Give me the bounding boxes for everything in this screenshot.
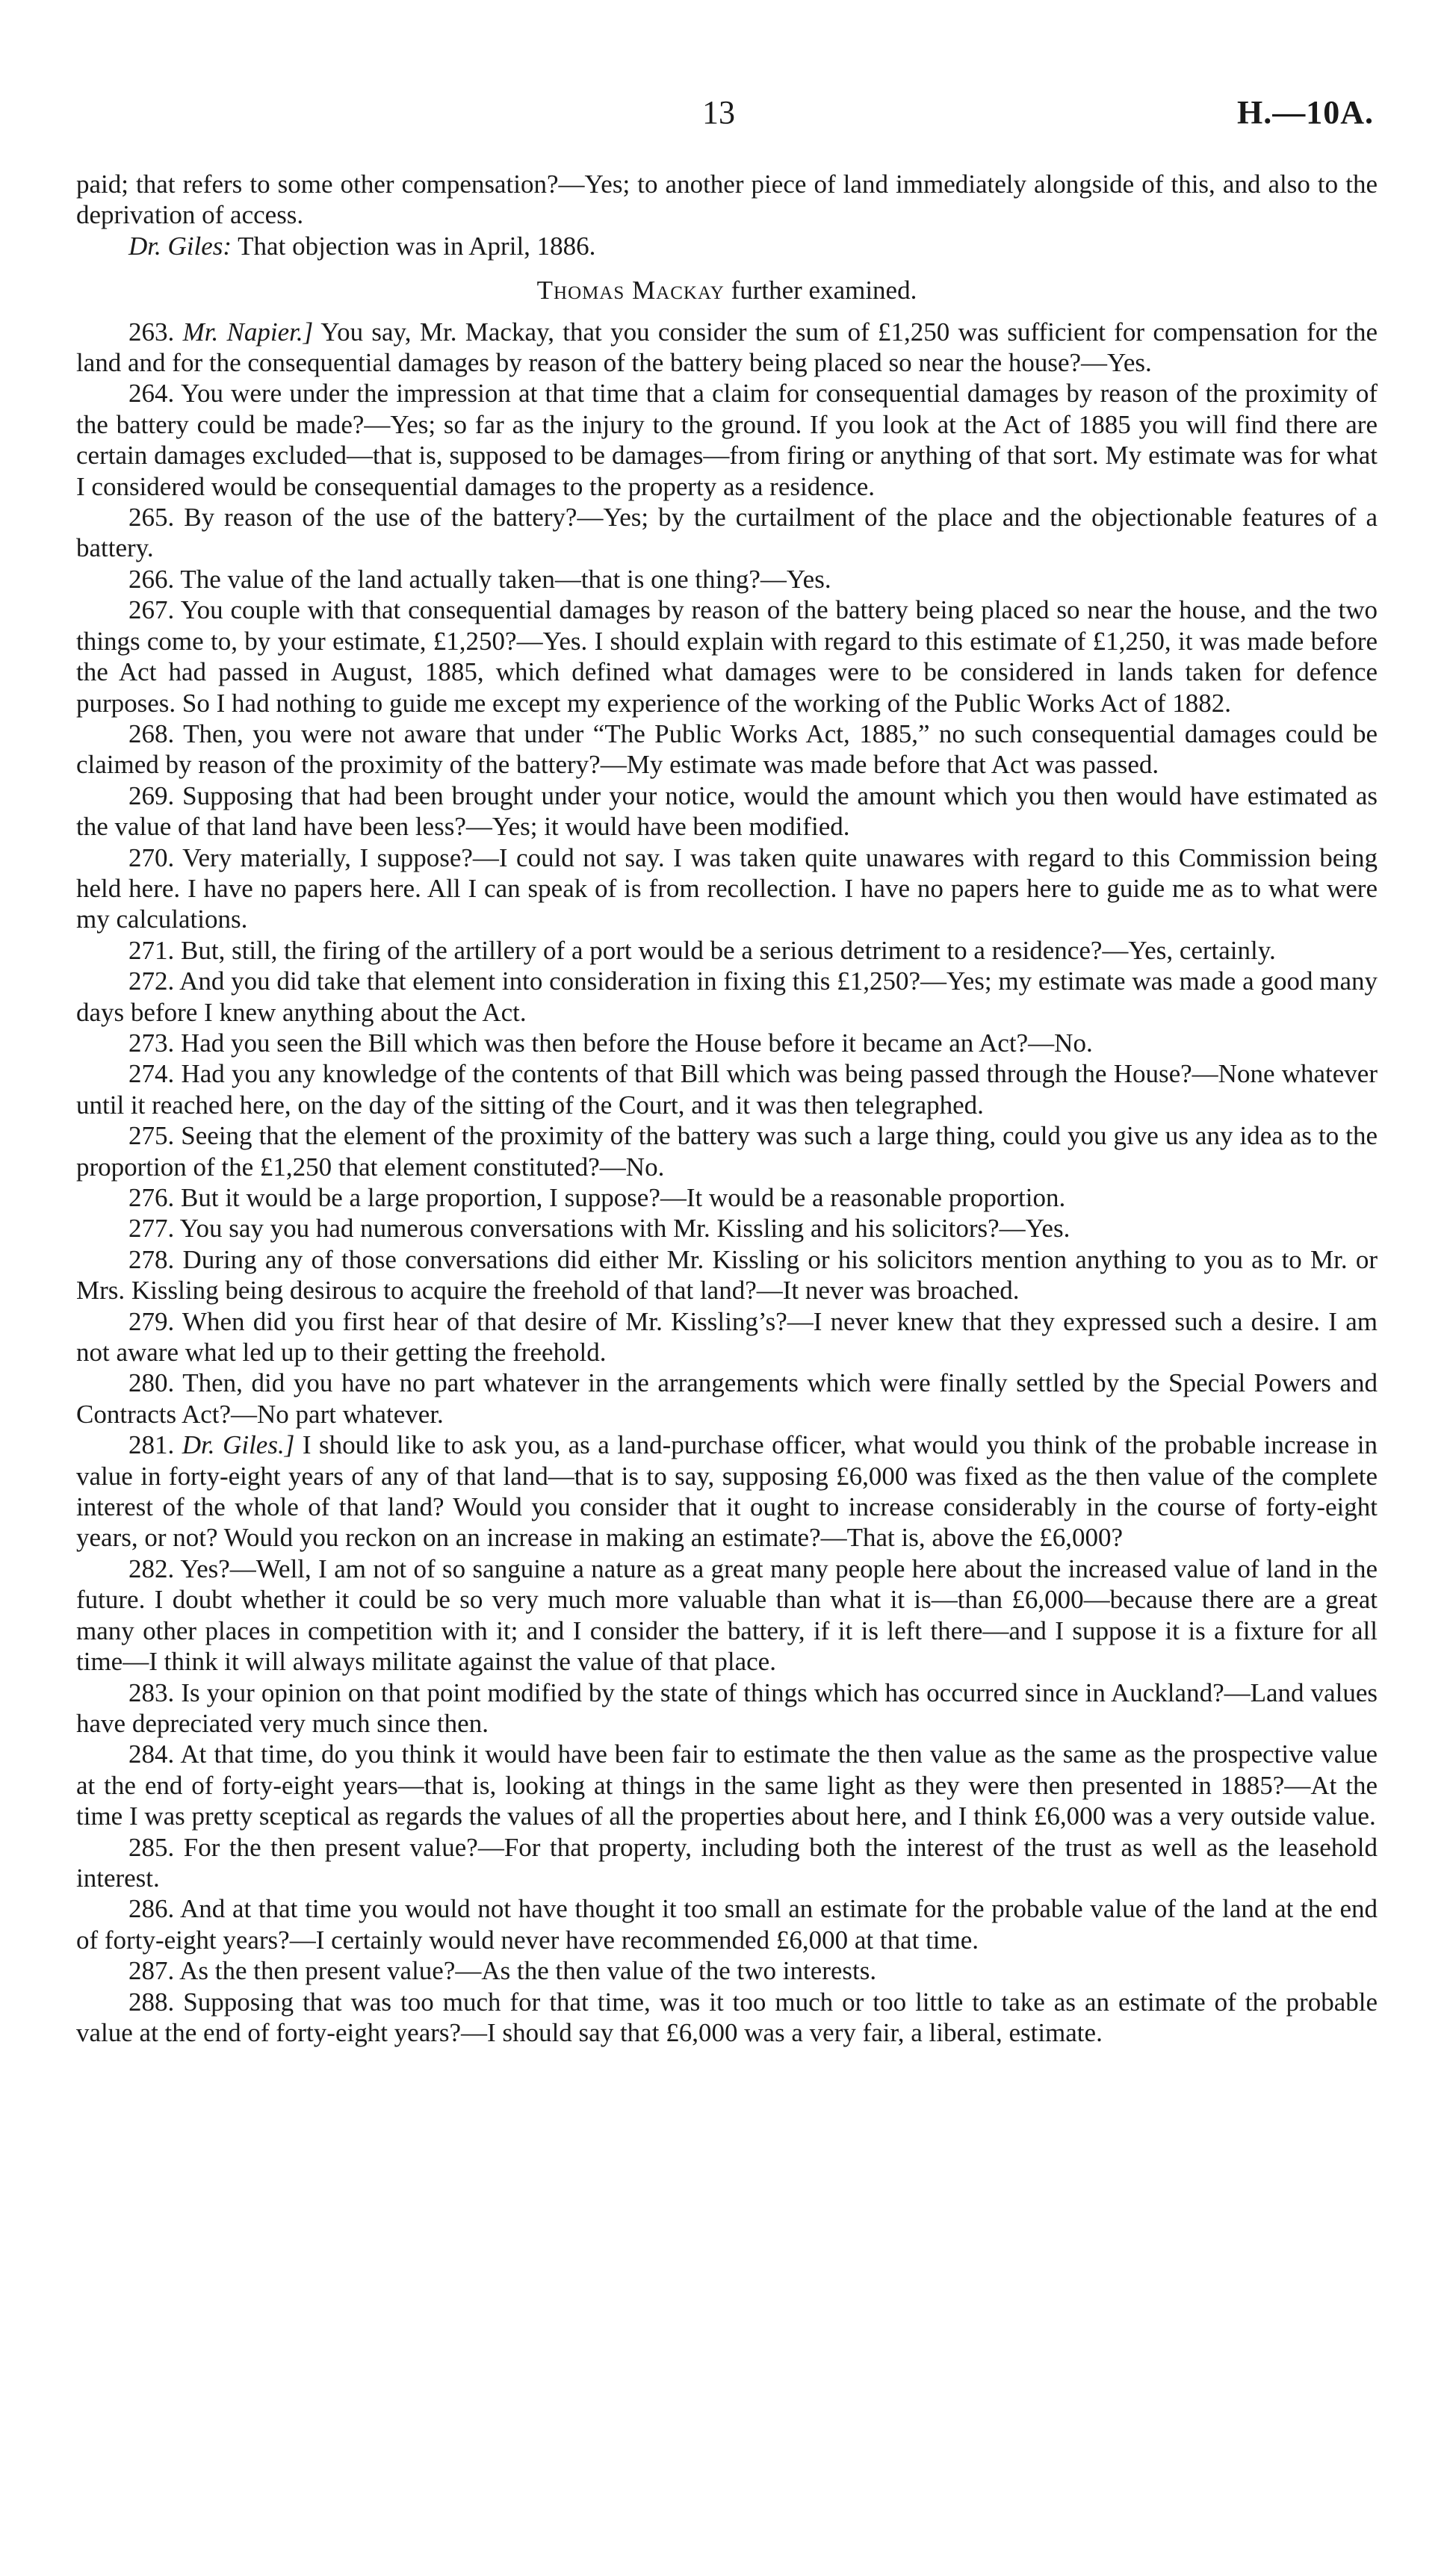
witness-name: Thomas Mackay <box>536 276 725 305</box>
speaker-label: Mr. Napier.] <box>182 317 314 347</box>
question-268: 268. Then, you were not aware that under “The Public Works Act, 1885,” no such consequential damages could be claimed by reason of the proximity of the battery?—My estimate was made before that Act was passed. <box>76 719 1378 780</box>
heading-rest: further examined. <box>724 276 917 305</box>
question-288: 288. Supposing that was too much for that time, was it too much or too little to take as an estimate of the probable value at the end of forty-eight years?—I should say that £6,000 was a very fair, a liberal, estimate. <box>76 1987 1378 2047</box>
question-285: 285. For the then present value?—For that property, including both the interest of the trust as well as the leasehold interest. <box>76 1832 1378 1893</box>
question-265: 265. By reason of the use of the battery?—Yes; by the curtailment of the place and the objectionable features of a battery. <box>76 503 1378 563</box>
question-282: 282. Yes?—Well, I am not of so sanguine a nature as a great many people here about the increased value of land in the future. I doubt whether it could be so very much more valuable than what it is—than £6,000—because there are a great many other places in competition with it; and I consider the battery, if it is left there—and I suppose it is a fixture for all time—I think it will always militate against the value of that place. <box>76 1554 1378 1677</box>
question-269: 269. Supposing that had been brought under your notice, would the amount which you then would have estimated as the value of that land have been less?—Yes; it would have been modified. <box>76 780 1378 842</box>
question-277: 277. You say you had numerous conversations with Mr. Kissling and his solicitors?—Yes. <box>128 1214 1070 1244</box>
question-274: 274. Had you any knowledge of the contents of that Bill which was being passed through the House?—None whatever until it reached here, on the day of the sitting of the Court, and it was then telegraphed. <box>76 1059 1378 1120</box>
question-279: 279. When did you first hear of that desire of Mr. Kissling’s?—I never knew that they expressed such a desire. I am not aware what led up to their getting the freehold. <box>76 1306 1378 1368</box>
question-264: 264. You were under the impression at that time that a claim for consequential damages by reason of the proximity of the battery could be made?—Yes; so far as the injury to the ground. If you look at the Act of 1885 you will find there are certain damages excluded—that is, supposed to be damages—from firing or anything of that sort. My estimate was for what I considered would be consequential damages to the property as a residence. <box>76 379 1378 501</box>
paragraph-text: That objection was in April, 1886. <box>232 231 596 261</box>
question-272: 272. And you did take that element into consideration in fixing this £1,250?—Yes; my estimate was made a good many days before I knew anything about the Act. <box>76 966 1378 1027</box>
paragraph-opening: paid; that refers to some other compensation?—Yes; to another piece of land immediately alongside of this, and also to the deprivation of access. <box>76 170 1378 230</box>
question-number: 281. <box>128 1430 182 1460</box>
speaker-label: Dr. Giles.] <box>182 1430 295 1460</box>
question-281 <box>76 1430 1378 1554</box>
question-278: 278. During any of those conversations did either Mr. Kissling or his solicitors mention anything to you as to Mr. or Mrs. Kissling being desirous to acquire the freehold of that land?—It never was broached. <box>76 1244 1378 1306</box>
section-heading <box>76 275 1378 305</box>
question-267: 267. You couple with that consequential damages by reason of the battery being placed so near the house, and the two things come to, by your estimate, £1,250?—Yes. I should explain with regard to this estimate of £1,250, it was made before the Act had passed in August, 1885, which defined what damages were to be considered in lands taken for defence purposes. So I had nothing to guide me except my experience of the working of the Public Works Act of 1882. <box>76 595 1378 718</box>
question-275: 275. Seeing that the element of the proximity of the battery was such a large thing, could you give us any idea as to the proportion of the £1,250 that element constituted?—No. <box>76 1121 1378 1182</box>
question-276: 276. But it would be a large proportion, I suppose?—It would be a reasonable proportion. <box>128 1183 1066 1212</box>
question-270: 270. Very materially, I suppose?—I could not say. I was taken quite unawares with regard to this Commission being held here. I have no papers here. All I can speak of is from recollection. I have no papers here to guide me as to what were my calculations. <box>76 842 1378 934</box>
question-287: 287. As the then present value?—As the then value of the two interests. <box>128 1956 877 1986</box>
question-263 <box>76 317 1378 379</box>
page-header <box>0 93 1447 138</box>
question-283: 283. Is your opinion on that point modified by the state of things which has occurred since in Auckland?—Land values have depreciated very much since then. <box>76 1677 1378 1738</box>
question-text: You say, Mr. Mackay, that you consider the sum of £1,250 was sufficient for compensation for the land and for the consequential damages by reason of the battery being placed so near the house?—Yes. <box>76 317 1378 378</box>
question-number: 263. <box>128 317 183 347</box>
question-text: I should like to ask you, as a land-purchase officer, what would you think of the probable increase in value in forty-eight years of any of that land—that is to say, supposing £6,000 was fixed as the then value of the complete interest of the whole of that land? Would you consider that it ought to increase considerably in the course of forty-eight years, or not? Would you reckon on an increase in making an estimate?—That is, above the £6,000? <box>76 1430 1378 1553</box>
page-number: 13 <box>702 94 735 131</box>
question-273: 273. Had you seen the Bill which was then before the House before it became an Act?—No. <box>128 1028 1093 1058</box>
speaker-label: Dr. Giles: <box>128 231 232 261</box>
document-reference: H.—10A. <box>1237 94 1374 131</box>
paragraph-giles-objection <box>76 231 1378 261</box>
question-284: 284. At that time, do you think it would have been fair to estimate the then value as the same as the prospective value at the end of forty-eight years—that is, looking at things in the same light as they were then presented in 1885?—At the time I was pretty sceptical as regards the values of all the properties about here, and I think £6,000 was a very outside value. <box>76 1739 1378 1831</box>
body-text <box>76 169 1378 2048</box>
question-271: 271. But, still, the firing of the artillery of a port would be a serious detriment to a residence?—Yes, certainly. <box>128 935 1276 965</box>
question-266: 266. The value of the land actually taken—that is one thing?—Yes. <box>128 564 831 594</box>
question-280: 280. Then, did you have no part whatever in the arrangements which were finally settled by the Special Powers and Contracts Act?—No part whatever. <box>76 1368 1378 1429</box>
question-286: 286. And at that time you would not have thought it too small an estimate for the probable value of the land at the end of forty-eight years?—I certainly would never have recommended £6,000 at that time. <box>76 1894 1378 1955</box>
